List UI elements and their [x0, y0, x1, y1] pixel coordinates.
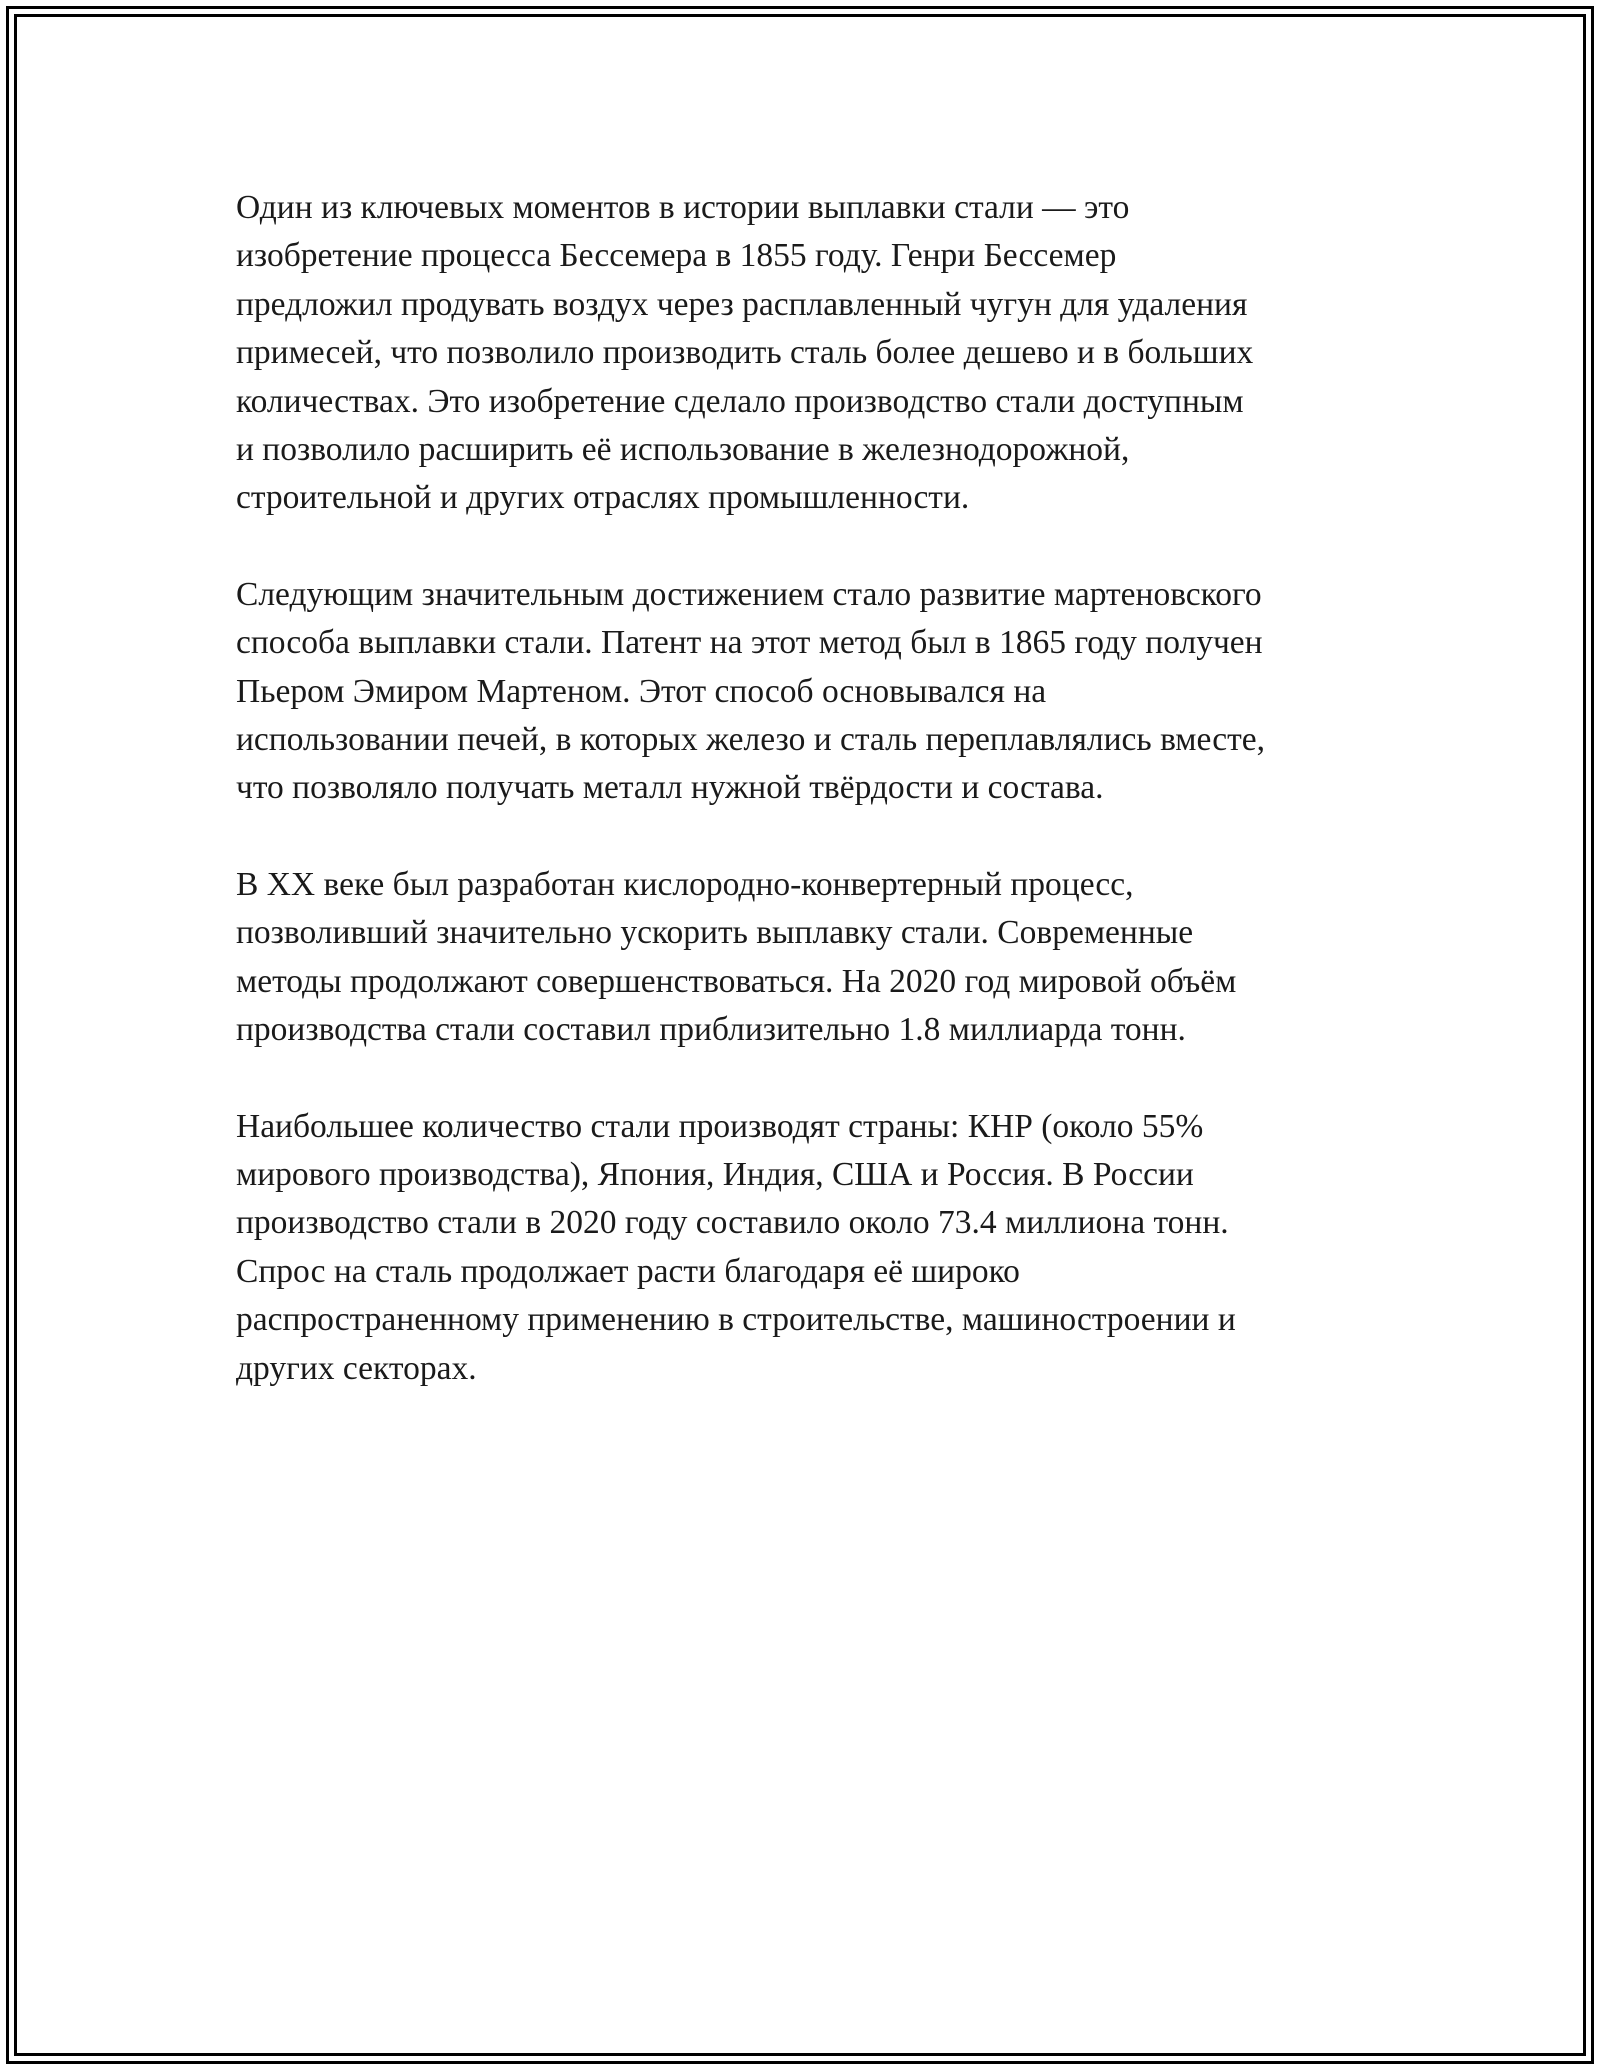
paragraph-martin: Следующим значительным достижением стало развитие мартеновского способа выплавки стали. Патент на этот метод был в 1865 году получен Пьером Эмиром Мартеном. Этот способ основывался на использовании печей, в которых железо и сталь переплавлялись вместе, что позволяло получать металл нужной твёрдости и состава.: [236, 575, 1265, 807]
document-body: [236, 184, 1376, 1441]
paragraph-producers: Наибольшее количество стали производят страны: КНР (около 55% мирового производства), Япония, Индия, США и Россия. В России производство стали в 2020 году составило около 73.4 миллиона тонн. Спрос на сталь продолжает расти благодаря её широко распространенному применению в строительстве, машиностроении и других секторах.: [236, 1107, 1236, 1387]
paragraph-bessemer: Один из ключевых моментов в истории выплавки стали — это изобретение процесса Бессемера в 1855 году. Генри Бессемер предложил продувать воздух через расплавленный чугун для удаления примесей, что позволило производить сталь более дешево и в больших количествах. Это изобретение сделало производство стали доступным и позволило расширить её использование в железнодорожной, строительной и других отраслях промышленности.: [236, 189, 1254, 517]
paragraph-oxygen-converter: В XX веке был разработан кислородно-конвертерный процесс, позволивший значительно ускорить выплавку стали. Современные методы продолжают совершенствоваться. На 2020 год мировой объём производства стали составил приблизительно 1.8 миллиарда тонн.: [236, 865, 1237, 1049]
